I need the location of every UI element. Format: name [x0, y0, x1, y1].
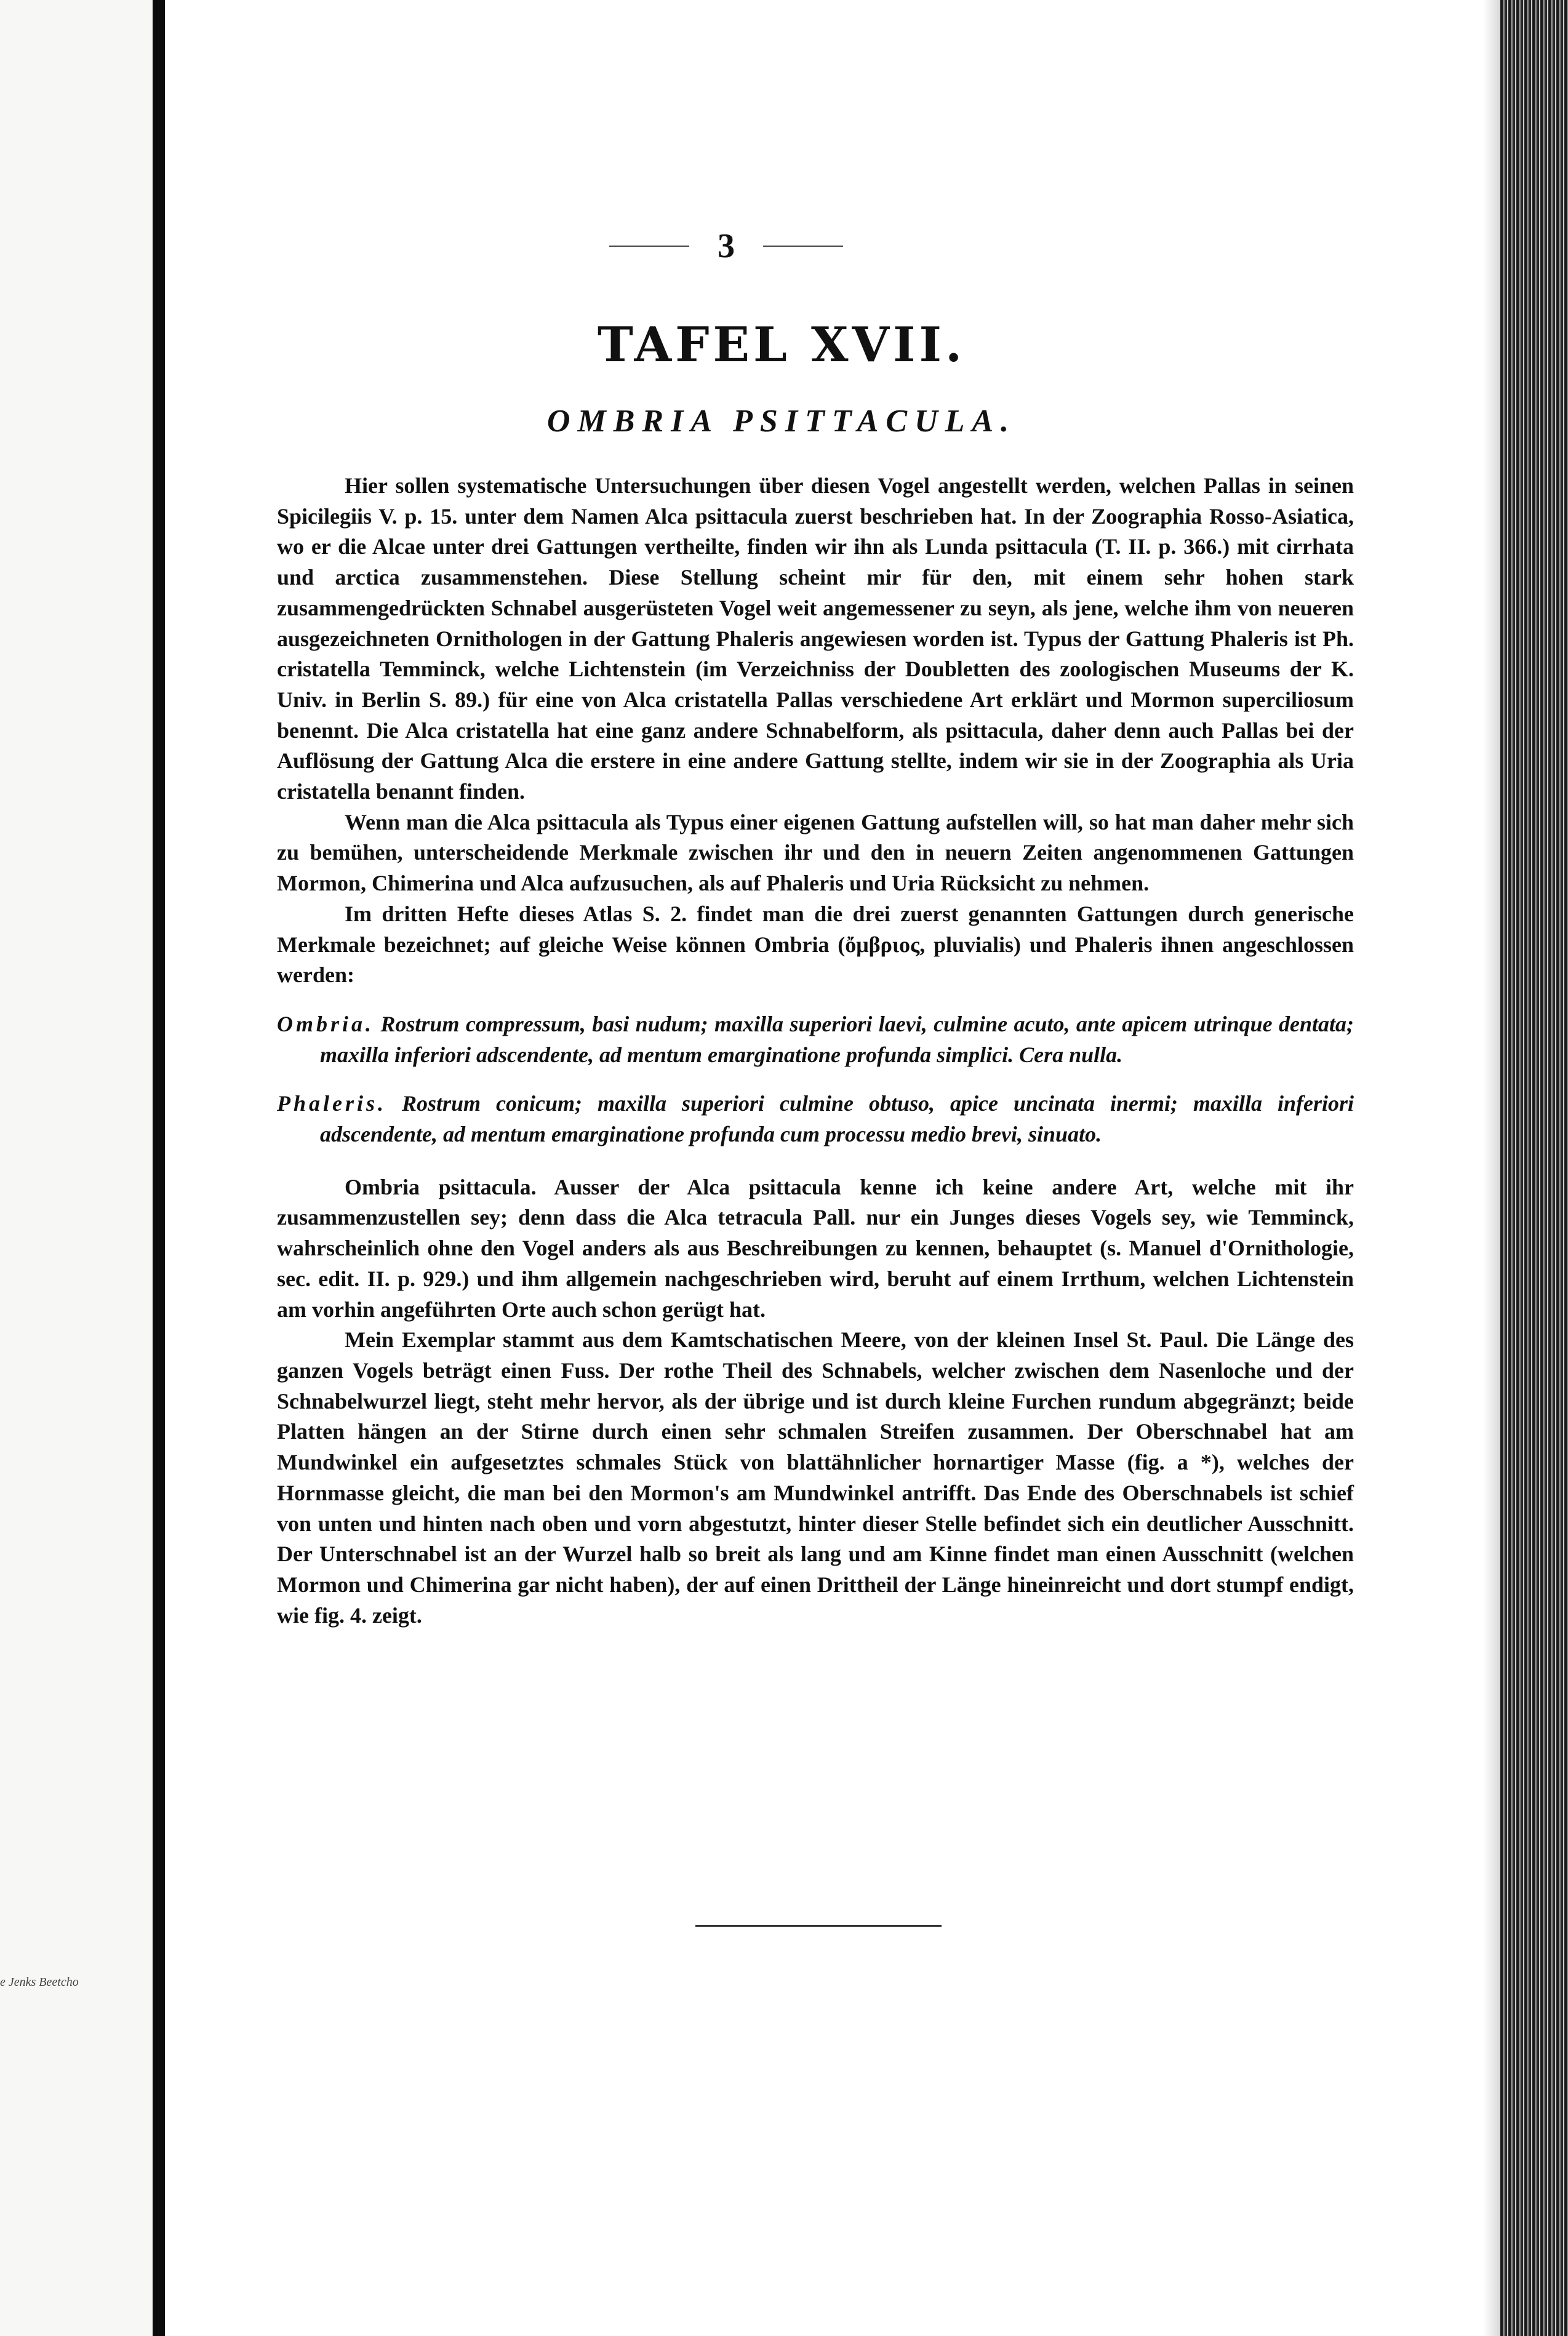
page-number-rule-right: [763, 246, 843, 247]
spacer: [277, 1150, 1354, 1172]
book-gutter: [153, 0, 165, 2336]
diagnosis-ombria: [277, 1009, 1354, 1070]
body-text: [277, 471, 1354, 1631]
margin-note: e Jenks Beetcho: [0, 1975, 79, 1989]
page-number: 3: [718, 227, 735, 265]
diagnosis-label: Ombria.: [277, 1011, 375, 1036]
paragraph-3: Im dritten Hefte dieses Atlas S. 2. findet man die drei zuerst genannten Gattungen durch generische Merkmale bezeichnet; auf gleiche Weise können Ombria (ὄμβριος, pluvialis) und Phaleris ihnen angeschlossen werden:: [277, 901, 1354, 988]
spacer: [277, 991, 1354, 1009]
paragraph-1: Hier sollen systematische Untersuchungen über diesen Vogel angestellt werden, welchen Pallas in seinen Spicilegiis V. p. 15. unter dem Namen Alca psittacula zuerst beschrieben hat. In der Zoographia Rosso-Asiatica, wo er die Alcae unter drei Gattungen vertheilte, finden wir ihn als Lunda psittacula (T. II. p. 366.) mit cirrhata und arctica zusammenstehen. Diese Stellung scheint mir für den, mit einem sehr hohen stark zusammengedrückten Schnabel ausgerüsteten Vogel weit angemessener zu seyn, als jene, welche ihm von neueren ausgezeichneten Ornithologen in der Gattung Phaleris angewiesen worden ist. Typus der Gattung Phaleris ist Ph. cristatella Temminck, welche Lichtenstein (im Verzeichniss der Doubletten des zoologischen Museums der K. Univ. in Berlin S. 89.) für eine von Alca cristatella Pallas verschiedene Art erklärt und Mormon superciliosum benennt. Die Alca cristatella hat eine ganz andere Schnabelform, als psittacula, daher denn auch Pallas bei der Auflösung der Gattung Alca die erstere in eine andere Gattung stellte, indem wir sie in der Zoographia als Uria cristatella benannt finden.: [277, 473, 1354, 804]
paragraph-2: Wenn man die Alca psittacula als Typus einer eigenen Gattung aufstellen will, so hat man daher mehr sich zu bemühen, unterscheidende Merkmale zwischen ihr und den in neuern Zeiten angenommenen Gattungen Mormon, Chimerina und Alca aufzusuchen, als auf Phaleris und Uria Rücksicht zu nehmen.: [277, 809, 1354, 896]
plate-title: TAFEL XVII.: [597, 317, 966, 373]
diagnosis-phaleris: [277, 1089, 1354, 1150]
paragraph-5: Mein Exemplar stammt aus dem Kamtschatischen Meere, von der kleinen Insel St. Paul. Die Länge des ganzen Vogels beträgt einen Fuss. Der rothe Theil des Schnabels, welcher zwischen dem Nasenloche und der Schnabelwurzel liegt, steht mehr hervor, als der übrige und ist durch kleine Furchen rundum abgegränzt; beide Platten hängen an der Stirne durch einen sehr schmalen Streifen zusammen. Der Oberschnabel hat am Mundwinkel ein aufgesetztes schmales Stück von blattähnlicher hornartiger Masse (fig. a *), welches der Hornmasse gleicht, die man bei den Mormon's am Mundwinkel antrifft. Das Ende des Oberschnabels ist schief von unten und hinten nach oben und vorn abgestutzt, hinter dieser Stelle befindet sich ein deutlicher Ausschnitt. Der Unterschnabel ist an der Wurzel halb so breit als lang und am Kinne findet man einen Ausschnitt (welchen Mormon und Chimerina gar nicht haben), der auf einen Drittheil der Länge hineinreicht und dort stumpf endigt, wie fig. 4. zeigt.: [277, 1327, 1354, 1628]
end-rule: [695, 1925, 942, 1927]
page-edge-shadow: [1483, 0, 1500, 2336]
spacer: [277, 1070, 1354, 1089]
page-number-rule-left: [609, 246, 689, 247]
diagnosis-text: Rostrum conicum; maxilla superiori culmine obtuso, apice uncinata inermi; maxilla inferiori adscendente, ad mentum emarginatione profunda cum processu medio brevi, sinuato.: [320, 1091, 1354, 1147]
paragraph-4: Ombria psittacula. Ausser der Alca psittacula kenne ich keine andere Art, welche mit ihr zusammenzustellen sey; denn dass die Alca tetracula Pall. nur ein Junges dieses Vogels sey, wie Temminck, wahrscheinlich ohne den Vogel anders als aus Beschreibungen zu kennen, behauptet (s. Manuel d'Ornithologie, sec. edit. II. p. 929.) und ihm allgemein nachgeschrieben wird, beruht auf einem Irrthum, welchen Lichtenstein am vorhin angeführten Orte auch schon gerügt hat.: [277, 1174, 1354, 1322]
diagnosis-text: Rostrum compressum, basi nudum; maxilla superiori laevi, culmine acuto, ante apicem utrinque dentata; maxilla inferiori adscendente, ad mentum emarginatione profunda simplici. Cera nulla.: [320, 1011, 1354, 1067]
page-number-header: [517, 222, 935, 271]
species-title: OMBRIA PSITTACULA.: [546, 404, 1017, 439]
page-stack-edge: [1500, 0, 1568, 2336]
diagnosis-label: Phaleris.: [277, 1091, 387, 1116]
